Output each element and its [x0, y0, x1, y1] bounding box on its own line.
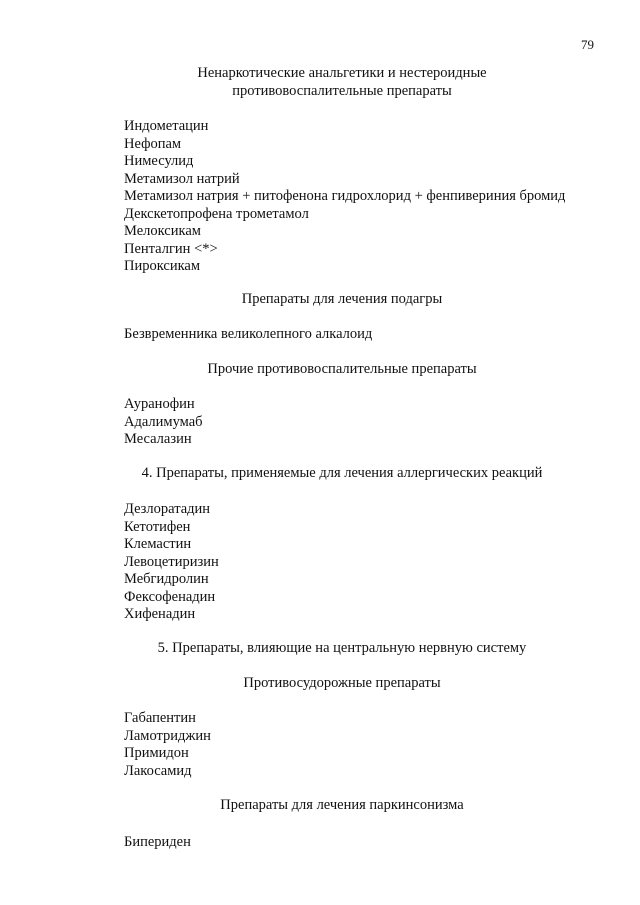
- section-heading-nonnarcotic-analgesics: [90, 65, 594, 100]
- drug-item: Нефопам: [124, 135, 182, 152]
- heading-line: Ненаркотические анальгетики и нестероидные: [197, 65, 487, 81]
- drug-list-analgesics: [124, 118, 610, 276]
- drug-item: Лакосамид: [124, 762, 192, 779]
- drug-list-parkinsonism: [124, 834, 610, 852]
- heading-line: Препараты для лечения паркинсонизма: [220, 797, 464, 813]
- section-heading-anticonvulsants: [90, 675, 594, 693]
- drug-item: Нимесулид: [124, 153, 194, 169]
- heading-line: противовоспалительные препараты: [232, 82, 452, 99]
- drug-item: Индометацин: [124, 118, 209, 134]
- heading-line: Препараты для лечения подагры: [241, 291, 443, 307]
- drug-item: Дезлоратадин: [124, 501, 211, 517]
- heading-line: Противосудорожные препараты: [243, 675, 441, 691]
- drug-item: Ауранофин: [124, 396, 195, 412]
- drug-item: Примидон: [124, 745, 189, 761]
- section-heading-parkinsonism: [90, 797, 594, 815]
- drug-item: Кетотифен: [124, 518, 191, 535]
- drug-item: Метамизол натрия + питофенона гидрохлорид + фенпивериния бромид: [124, 188, 566, 204]
- drug-item: Фексофенадин: [124, 588, 216, 605]
- section-heading-gout: [90, 291, 594, 309]
- drug-item: Декскетопрофена трометамол: [124, 205, 309, 222]
- heading-line: 5. Препараты, влияющие на центральную нервную систему: [157, 640, 527, 656]
- heading-line: Прочие противовоспалительные препараты: [207, 361, 477, 377]
- drug-item: Безвременника великолепного алкалоид: [124, 326, 373, 342]
- drug-item: Габапентин: [124, 710, 196, 726]
- drug-item: Клемастин: [124, 536, 192, 552]
- heading-line: 4. Препараты, применяемые для лечения аллергических реакций: [141, 465, 543, 481]
- drug-list-gout: [124, 326, 610, 344]
- drug-item: Метамизол натрий: [124, 170, 240, 187]
- drug-list-allergy: [124, 501, 610, 624]
- drug-item: Бипериден: [124, 834, 191, 850]
- drug-item: Адалимумаб: [124, 413, 203, 430]
- section-heading-cns: [90, 640, 594, 658]
- drug-item: Пироксикам: [124, 258, 201, 274]
- drug-item: Месалазин: [124, 431, 192, 447]
- drug-item: Левоцетиризин: [124, 553, 219, 570]
- page-number: 79: [581, 37, 594, 52]
- section-heading-other-antiinflammatory: [90, 361, 594, 379]
- drug-list-other-antiinflammatory: [124, 396, 610, 449]
- section-heading-allergy: [90, 465, 594, 483]
- drug-item: Пенталгин <*>: [124, 240, 218, 257]
- drug-list-anticonvulsants: [124, 710, 610, 780]
- drug-item: Ламотриджин: [124, 727, 211, 744]
- drug-item: Мелоксикам: [124, 223, 201, 239]
- drug-item: Мебгидролин: [124, 571, 209, 587]
- drug-item: Хифенадин: [124, 606, 196, 622]
